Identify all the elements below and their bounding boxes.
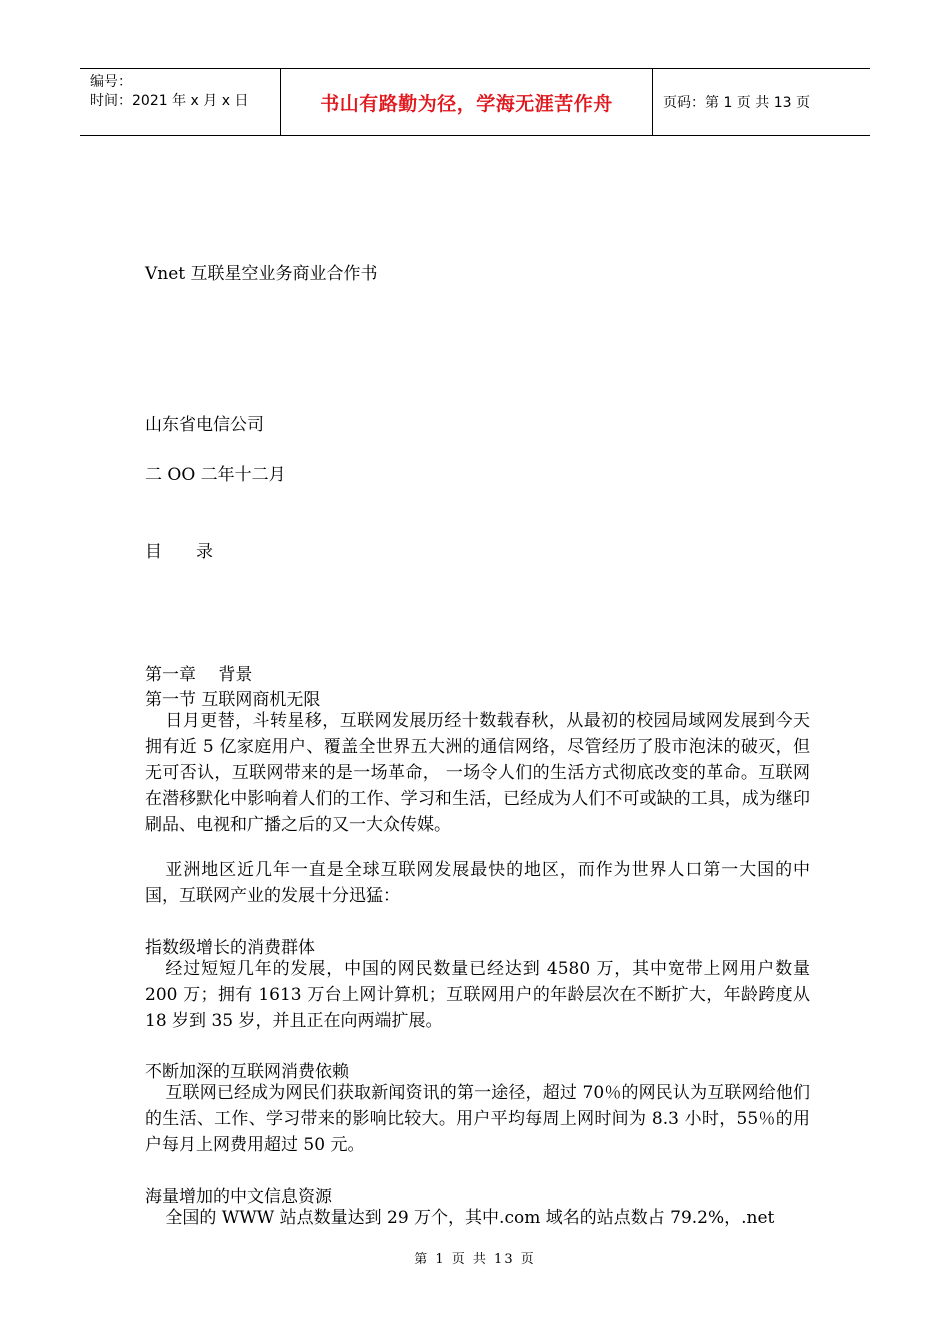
page-footer: 第 1 页 共 13 页 — [414, 1252, 536, 1267]
paragraph-1: 日月更替，斗转星移，互联网发展历经十数载春秋，从最初的校园局域网发展到今天拥有近 5 亿家庭用户、覆盖全世界五大洲的通信网络，尽管经历了股市泡沫的破灭，但无可否认，互联网带来的是一场革命， 一场令人们的生活方式彻底改变的革命。互联网在潜移默化中影响着人们的工作、学习和生活，已经成为人们不可或缺的工具，成为继印刷品、电视和广播之后的又一大众传媒。 — [145, 711, 810, 835]
header-page-info — [653, 69, 870, 135]
paragraph-3: 经过短短几年的发展，中国的网民数量已经达到 4580 万，其中宽带上网用户数量 200 万；拥有 1613 万台上网计算机；互联网用户的年龄层次在不断扩大，年龄跨度从 18 岁到 35 岁，并且正在向两端扩展。 — [145, 959, 810, 1031]
paragraph-5: 全国的 WWW 站点数量达到 29 万个，其中.com 域名的站点数占 79.2%，.net — [165, 1208, 775, 1228]
toc-heading: 目 录 — [145, 542, 213, 562]
motto: 书山有路勤为径，学海无涯苦作舟 — [320, 92, 613, 115]
subheading-dependence: 不断加深的互联网消费依赖 — [145, 1062, 349, 1082]
paragraph-2: 亚洲地区近几年一直是全球互联网发展最快的地区，而作为世界人口第一大国的中国，互联网产业的发展十分迅猛： — [145, 860, 810, 906]
document-date: 二 OO 二年十二月 — [145, 465, 286, 485]
subheading-resources: 海量增加的中文信息资源 — [145, 1187, 332, 1207]
company-name: 山东省电信公司 — [145, 415, 264, 435]
page-header — [80, 68, 870, 136]
section-heading: 第一节 互联网商机无限 — [145, 690, 321, 710]
paragraph-4: 互联网已经成为网民们获取新闻资讯的第一途径，超过 70％的网民认为互联网给他们的生活、工作、学习带来的影响比较大。用户平均每周上网时间为 8.3 小时，55％的用户每月上网费用超过 50 元。 — [145, 1083, 810, 1155]
page-info: 页码：第 1 页 共 13 页 — [663, 95, 810, 111]
number-label: 编号： — [90, 74, 132, 90]
time-label: 时间：2021 年 x 月 x 日 — [90, 93, 249, 109]
header-motto-cell — [281, 69, 653, 135]
header-meta — [80, 69, 281, 135]
document-title: Vnet 互联星空业务商业合作书 — [145, 264, 378, 284]
subheading-consumers: 指数级增长的消费群体 — [145, 938, 315, 958]
chapter-heading: 第一章 背景 — [145, 665, 253, 685]
